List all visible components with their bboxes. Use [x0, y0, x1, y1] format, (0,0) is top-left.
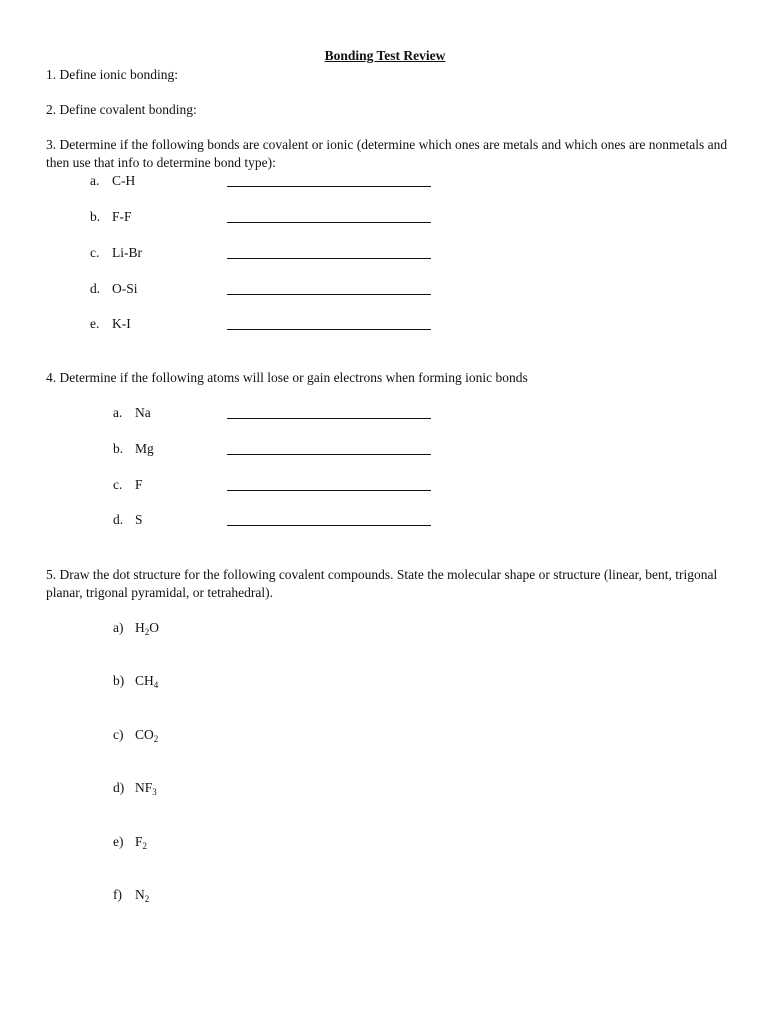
q5-item-e: [113, 833, 147, 851]
item-text: S: [135, 512, 143, 527]
answer-blank[interactable]: [227, 525, 431, 526]
formula-subscript: 2: [142, 841, 148, 851]
q5-item-c: [113, 726, 158, 744]
q5-item-a: [113, 619, 159, 637]
q3-item-b: [90, 208, 132, 226]
formula-base: N: [135, 887, 145, 902]
item-text: K-I: [112, 316, 131, 331]
formula-subscript: 2: [153, 734, 159, 744]
q4-item-b: [113, 440, 154, 458]
item-label: a.: [113, 405, 123, 420]
formula-subscript: 4: [153, 680, 159, 690]
answer-blank[interactable]: [227, 418, 431, 419]
q3-item-e: [90, 315, 131, 333]
item-label: b): [113, 673, 125, 688]
question-2: 2. Define covalent bonding:: [46, 102, 197, 117]
answer-blank[interactable]: [227, 490, 431, 491]
q4-item-a: [113, 404, 151, 422]
item-text: C-H: [112, 173, 136, 188]
answer-blank[interactable]: [227, 294, 431, 295]
item-text: Mg: [135, 441, 154, 456]
formula-base: CH: [135, 673, 154, 688]
formula-subscript: 2: [144, 894, 150, 904]
q3-item-a: [90, 172, 135, 190]
formula-base: F: [135, 834, 143, 849]
item-label: b.: [90, 209, 101, 224]
answer-blank[interactable]: [227, 222, 431, 223]
formula-subscript: 2: [144, 627, 150, 637]
question-1: 1. Define ionic bonding:: [46, 67, 178, 82]
page-title: Bonding Test Review: [324, 48, 446, 63]
item-label: c.: [90, 245, 100, 260]
q4-item-d: [113, 511, 143, 529]
item-label: e): [113, 834, 124, 849]
q3-item-c: [90, 244, 142, 262]
formula-base: H: [135, 620, 145, 635]
q5-item-b: [113, 672, 158, 690]
answer-blank[interactable]: [227, 454, 431, 455]
answer-blank[interactable]: [227, 186, 431, 187]
item-text: F-F: [112, 209, 132, 224]
formula-subscript: 3: [152, 787, 157, 797]
item-label: b.: [113, 441, 124, 456]
item-text: F: [135, 477, 143, 492]
question-5: 5. Draw the dot structure for the following covalent compounds. State the molecular shape or structure (linear, bent, trigonal planar, trigonal pyramidal, or tetrahedral).: [46, 567, 718, 600]
q5-item-f: [113, 886, 149, 904]
item-label: e.: [90, 316, 100, 331]
question-4: 4. Determine if the following atoms will lose or gain electrons when forming ionic bonds: [46, 370, 528, 385]
item-label: c): [113, 727, 124, 742]
item-label: a): [113, 620, 124, 635]
item-label: d): [113, 780, 125, 795]
answer-blank[interactable]: [227, 329, 431, 330]
item-label: a.: [90, 173, 100, 188]
formula-base: NF: [135, 780, 153, 795]
item-text: Na: [135, 405, 151, 420]
item-text: O-Si: [112, 281, 138, 296]
q5-item-d: [113, 779, 157, 797]
item-label: c.: [113, 477, 123, 492]
item-label: d.: [113, 512, 124, 527]
item-text: Li-Br: [112, 245, 142, 260]
q4-item-c: [113, 476, 143, 494]
q3-item-d: [90, 280, 138, 298]
item-label: d.: [90, 281, 101, 296]
formula-tail: O: [149, 620, 159, 635]
item-label: f): [113, 887, 122, 902]
answer-blank[interactable]: [227, 258, 431, 259]
question-3: 3. Determine if the following bonds are covalent or ionic (determine which ones are metals and which ones are nonmetals and then use that info to determine bond type):: [46, 137, 728, 170]
formula-base: CO: [135, 727, 154, 742]
